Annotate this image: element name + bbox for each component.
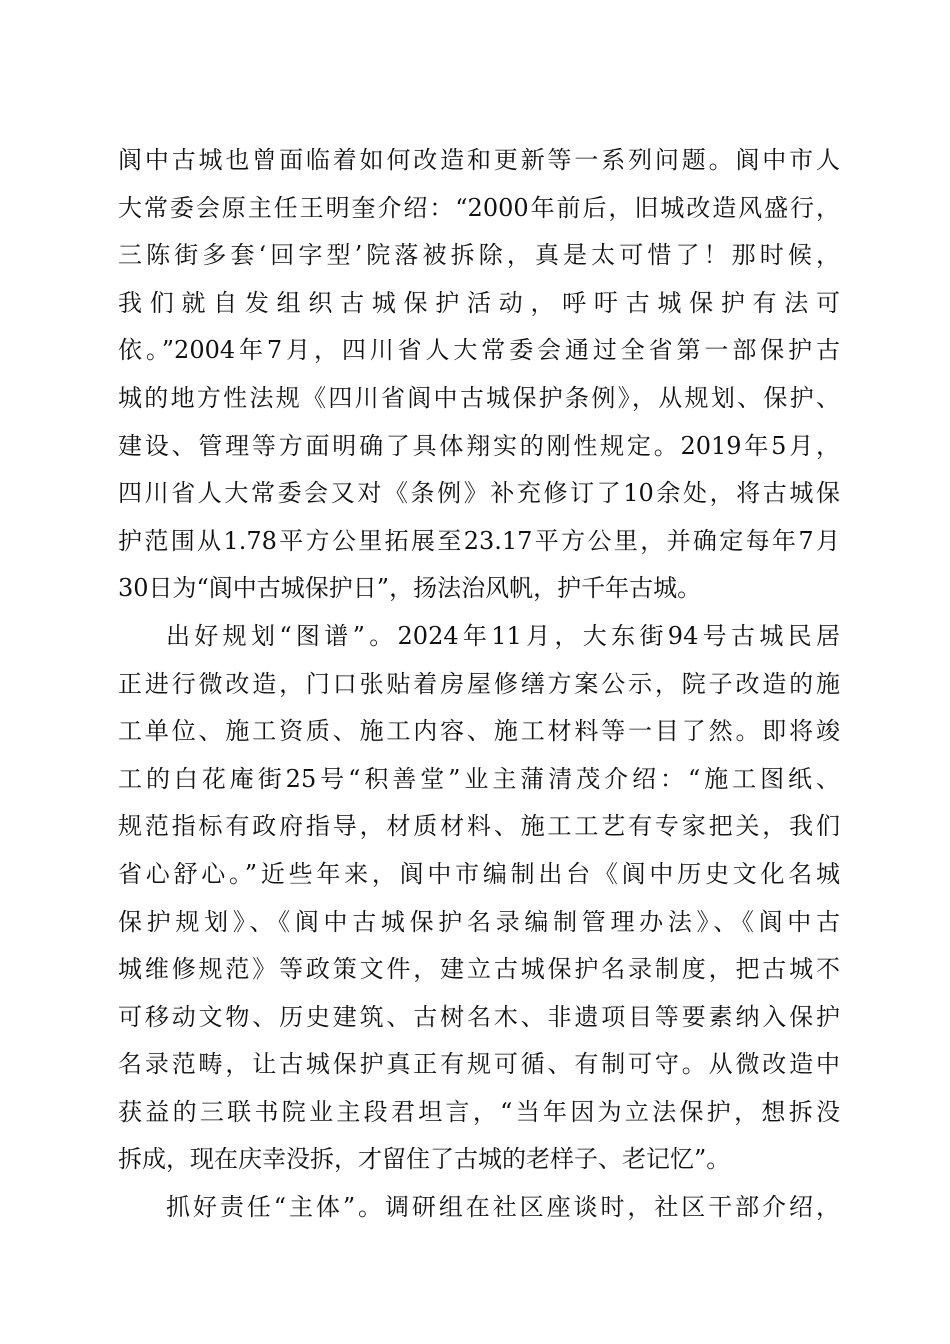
text-line: 可移动文物、历史建筑、古树名木、非遗项目等要素纳入保护 [118, 1002, 840, 1031]
text-line: 拆成，现在庆幸没拆，才留住了古城的老样子、老记忆”。 [118, 1145, 731, 1174]
text-line: 城的地方性法规《四川省阆中古城保护条例》，从规划、保护、 [118, 383, 840, 412]
text-line: 保护规划》、《阆中古城保护名录编制管理办法》、《阆中古 [118, 907, 840, 936]
text-line: 建设、管理等方面明确了具体翔实的刚性规定。2019年5月， [118, 431, 840, 460]
text-line: 大常委会原主任王明奎介绍：“2000年前后，旧城改造风盛行， [118, 193, 840, 222]
text-line: 四川省人大常委会又对《条例》补充修订了10余处，将古城保 [118, 479, 840, 508]
text-line: 30日为“阆中古城保护日”，扬法治风帆，护千年古城。 [118, 574, 702, 603]
text-line: 城维修规范》等政策文件，建立古城保护名录制度，把古城不 [118, 955, 840, 984]
text-line: 获益的三联书院业主段君坦言，“当年因为立法保护，想拆没 [118, 1097, 840, 1126]
text-line: 依。”2004年7月，四川省人大常委会通过全省第一部保护古 [118, 336, 840, 365]
text-line: 工单位、施工资质、施工内容、施工材料等一目了然。即将竣 [118, 717, 840, 746]
text-line: 规范指标有政府指导，材质材料、施工工艺有专家把关，我们 [118, 812, 840, 841]
text-line: 省心舒心。”近些年来，阆中市编制出台《阆中历史文化名城 [118, 859, 840, 888]
article-body [118, 137, 840, 1232]
text-line: 工的白花庵街25号“积善堂”业主蒲清茂介绍：“施工图纸、 [118, 764, 840, 793]
text-line: 阆中古城也曾面临着如何改造和更新等一系列问题。阆中市人 [118, 146, 840, 174]
text-line: 三陈街多套‘回字型’院落被拆除，真是太可惜了！那时候， [118, 241, 840, 270]
text-line: 正进行微改造，门口张贴着房屋修缮方案公示，院子改造的施 [118, 669, 840, 698]
text-line: 我们就自发组织古城保护活动，呼吁古城保护有法可 [118, 288, 840, 317]
text-line: 护范围从1.78平方公里拓展至23.17平方公里，并确定每年7月 [118, 526, 840, 555]
section-heading-line: 抓好责任“主体”。调研组在社区座谈时，社区干部介绍， [166, 1193, 840, 1222]
text-line: 名录范畴，让古城保护真正有规可循、有制可守。从微改造中 [118, 1050, 840, 1079]
section-heading-line: 出好规划“图谱”。2024年11月，大东街94号古城民居 [166, 621, 840, 650]
